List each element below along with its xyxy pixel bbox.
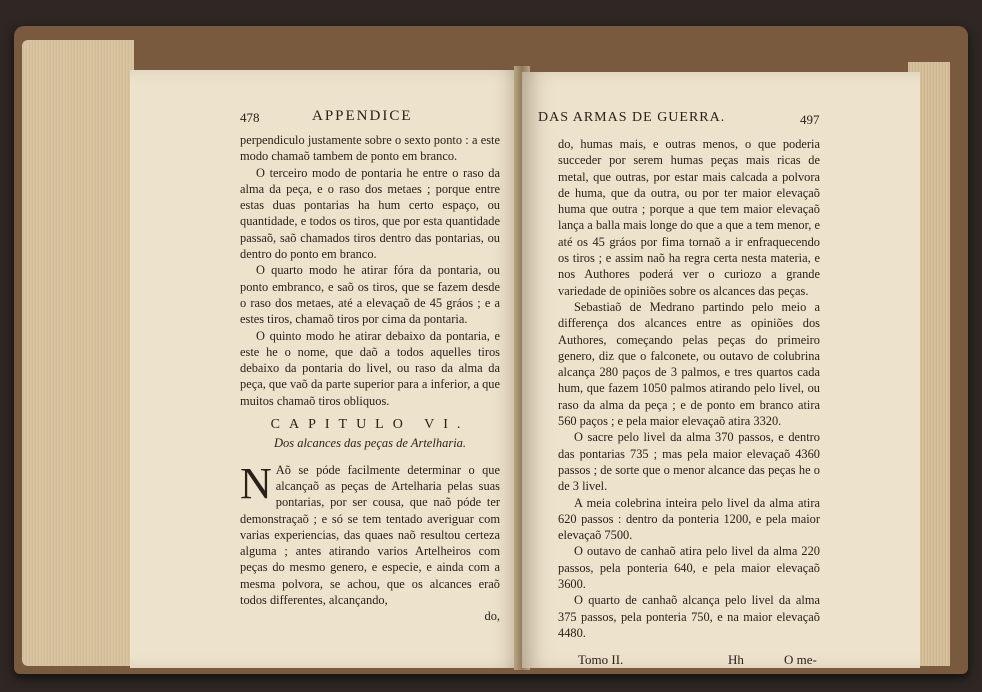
paragraph: perpendiculo justamente sobre o sexto ponto : a este modo chamaõ tambem de ponto em branco. (240, 133, 500, 164)
paragraph: do, humas mais, e outras menos, o que poderia succeder por serem humas peças mais ricas de metal, que outras, por estar mais calcada a polvora de huma, que da outra, ou por ter maior elevaçaõ huma que outra ; porque a que tem maior elevaçaõ lança a balla mais longe do que a que a tem menor, e até os 45 gráos por fima tornaõ a ir enfraquecendo os tiros ; e assim naõ ha regra certa nesta materia, e nos Authores poderá ver o curiozo a grande variedade de opiniões sobre os alcances das peças. (558, 137, 820, 298)
right-running-header (522, 110, 920, 130)
page-edges-left (22, 40, 134, 666)
right-page (522, 72, 920, 668)
chapter-subtitle: Dos alcances das peças de Artelharia. (273, 436, 467, 451)
footer-volume: Tomo II. (578, 652, 624, 667)
right-page-number: 497 (800, 112, 820, 127)
paragraph: A meia colebrina inteira pelo livel da alma atira 620 passos : dentro da ponteria 1200, e pela maior elevaçaõ 7500. (558, 495, 820, 543)
paragraph: O terceiro modo de pontaria he entre o raso da alma da peça, e o raso dos metaes ; porque entre estas duas pontarias ha hum certo espaço, ou quantidade, e todos os tiros, que por esta quantidade passaõ, saõ chamados tiros dentro das pontarias, ou dentro do ponto em branco. (240, 165, 500, 262)
paragraph: O quinto modo he atirar debaixo da pontaria, e este he o nome, que daõ a todos aquelles tiros debaixo da pontaria do livel, ou raso da alma da peça, que vaõ da parte superior para a inferior, a que muitos chamaõ tiros obliquos. (240, 328, 500, 408)
paragraph: O quarto de canhaõ alcança pelo livel da alma 375 passos, pela ponteria 750, e na maior elevaçaõ 4480. (558, 593, 820, 640)
left-page-number: 478 (240, 110, 260, 125)
paragraph: O quarto modo he atirar fóra da pontaria, ou ponto embranco, e saõ os tiros, que se fazem desde o raso dos metaes, até a elevaçaõ de 45 gráos ; e a estes tiros, chamaõ tiros por cima da pontaria. (240, 263, 500, 327)
drop-cap: N (240, 458, 272, 508)
left-catchword: do, (484, 609, 500, 624)
right-catchword: O me- (784, 652, 817, 667)
paragraph: O outavo de canhaõ atira pelo livel da alma 220 passos, pela ponteria 640, e pela maior elevaçaõ 3600. (558, 544, 820, 592)
footer-signature: Hh (728, 652, 744, 667)
left-running-header (130, 108, 522, 128)
left-page-text (240, 132, 500, 625)
left-running-head: APPENDICE (312, 108, 413, 124)
left-page (130, 70, 522, 668)
chapter-paragraph (240, 458, 500, 609)
chapter-heading: CAPITULO VI. (270, 417, 470, 433)
chapter-text: Aõ se póde facilmente determinar o que alcançaõ as peças de Artelharia pelas suas pontarias, por ser cousa, que naõ póde ter demonstraçaõ ; e só se tem tentado averiguar com varias experiencias, das quaes naõ resultou certeza alguma ; antes atirando varios Artelheiros com peças do mesmo genero, e especie, e ainda com a mesma polvora, se achou, que os alcances eraõ todos differentes, alcançando, (240, 462, 500, 608)
right-page-text (558, 136, 820, 641)
paragraph: O sacre pelo livel da alma 370 passos, e dentro das pontarias 735 ; mas pela maior elevaçaõ 4360 passos ; de sorte que o menor alcance das peças he o de 3 livel. (558, 430, 820, 494)
paragraph: Sebastiaõ de Medrano partindo pelo meio a differença dos alcances entre as opiniões dos Authores, começando pelas peças do primeiro genero, diz que o falconete, ou outavo de colubrina alcança 280 paços de 3 palmos, e tres quartos cada hum, que fazem 1050 palmos atirando pelo livel, ou raso da alma da peça ; e de ponto em branco atira 560 paços ; e pela maior elevaçaõ atira 3320. (558, 299, 820, 429)
right-running-head: DAS ARMAS DE GUERRA. (538, 110, 726, 125)
